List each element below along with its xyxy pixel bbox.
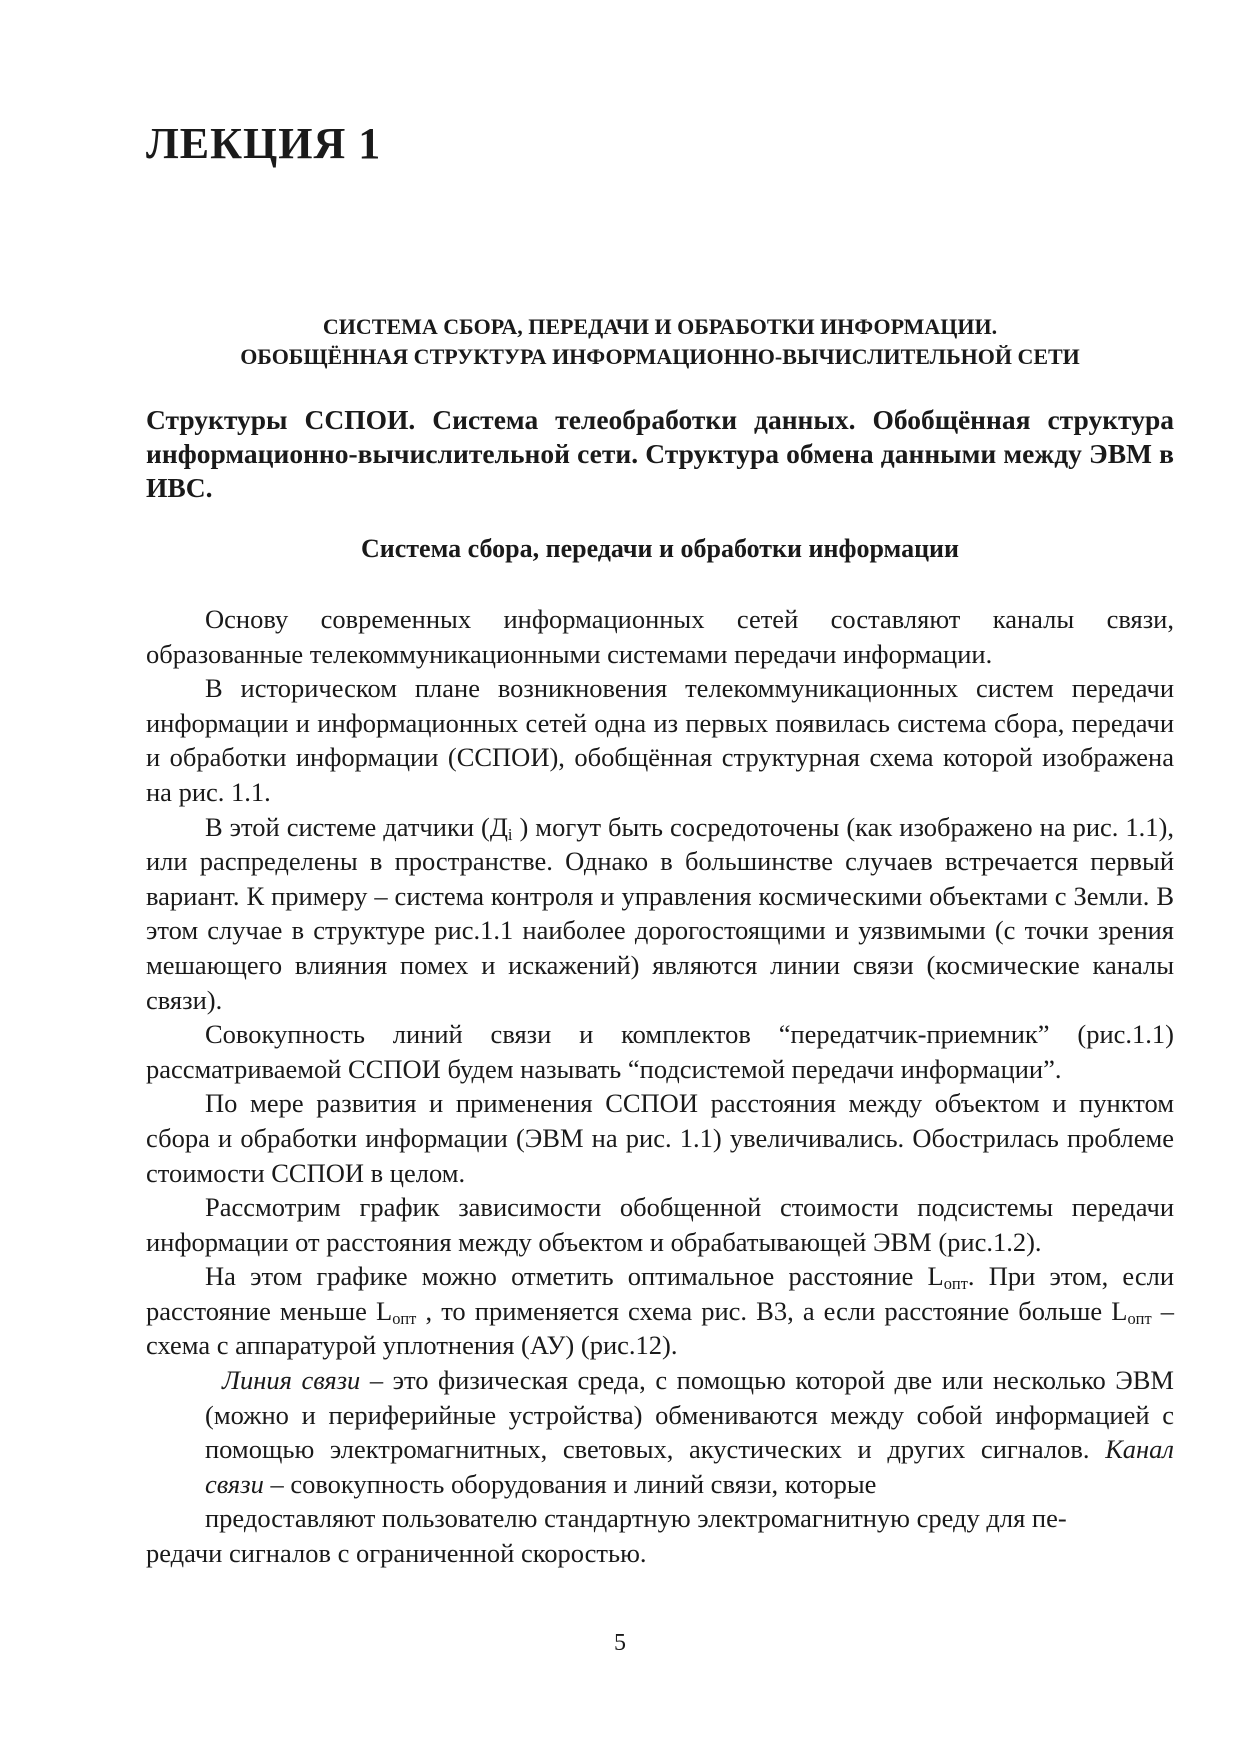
paragraph-1: Основу современных информационных сетей составляют каналы связи, образованные телекоммуникационными системами передачи информации. xyxy=(146,604,1174,669)
paragraph-2: В историческом плане возникновения телекоммуникационных систем передачи информации и информационных сетей одна из первых появилась система сбора, передачи и обработки информации (ССПОИ), обобщённая структурная схема которой изображена на рис. 1.1. xyxy=(146,673,1174,807)
paragraph-7-part-2: . При этом, если расстояние меньше L xyxy=(146,1261,1175,1326)
definition-communication-channel: – совокупность оборудования и линий связи, которые xyxy=(263,1468,877,1499)
l-opt-subscript: опт xyxy=(1127,1308,1152,1328)
lecture-title: ЛЕКЦИЯ 1 xyxy=(146,119,382,168)
term-communication-line: Линия связи xyxy=(222,1365,361,1396)
lecture-summary: Структуры ССПОИ. Система телеобработки данных. Обобщённая структура информационно-вычислительной сети. Структура обмена данными между ЭВМ в ИВС. xyxy=(146,404,1174,503)
definition-paragraph xyxy=(146,1363,1174,1501)
l-opt-subscript: опт xyxy=(392,1308,417,1328)
paragraph-3-rest: ) могут быть сосредоточены (как изображено на рис. 1.1), или распределены в пространстве. Однако в большинстве случаев встречается первый вариант. К примеру – система контроля и управления космическими объектами с Земли. В этом случае в структуре рис.1.1 наиболее дорогостоящими и уязвимыми (с точки зрения мешающего влияния помех и искажений) являются линии связи (космические каналы связи). xyxy=(146,811,1174,1015)
page-number: 5 xyxy=(614,1630,626,1656)
section-heading xyxy=(146,312,1174,372)
definition-continuation-line-2: редачи сигналов с ограниченной скоростью. xyxy=(146,1538,647,1569)
l-opt-subscript: опт xyxy=(943,1274,968,1294)
sensor-index-subscript: i xyxy=(507,824,513,844)
paragraph-5: По мере развития и применения ССПОИ расстояния между объектом и пунктом сбора и обработки информации (ЭВМ на рис. 1.1) увеличивались. Обострилась проблеме стоимости ССПОИ в целом. xyxy=(146,1088,1174,1188)
definition-continuation xyxy=(146,1501,1174,1570)
section-heading-line-2: ОБОБЩЁННАЯ СТРУКТУРА ИНФОРМАЦИОННО-ВЫЧИСЛИТЕЛЬНОЙ СЕТИ xyxy=(240,344,1080,369)
paragraph-7 xyxy=(146,1259,1174,1363)
body-text xyxy=(146,602,1174,1571)
paragraph-3-start: В этой системе датчики (Д xyxy=(205,811,508,842)
paragraph-7-part-3: , то применяется схема рис. В3, а если расстояние больше L xyxy=(416,1295,1128,1326)
paragraph-7-part-4: – схема с аппаратурой уплотнения (АУ) (рис.12). xyxy=(146,1295,1175,1361)
paragraph-7-part-1: На этом графике можно отметить оптимальное расстояние L xyxy=(205,1261,944,1292)
paragraph-4: Совокупность линий связи и комплектов “передатчик-приемник” (рис.1.1) рассматриваемой ССПОИ будем называть “подсистемой передачи информации”. xyxy=(146,1019,1174,1084)
paragraph-6: Рассмотрим график зависимости обобщенной стоимости подсистемы передачи информации от расстояния между объектом и обрабатывающей ЭВМ (рис.1.2). xyxy=(146,1192,1174,1257)
sub-heading: Система сбора, передачи и обработки информации xyxy=(360,534,960,563)
section-heading-line-1: СИСТЕМА СБОРА, ПЕРЕДАЧИ И ОБРАБОТКИ ИНФОРМАЦИИ. xyxy=(322,314,998,339)
definition-continuation-line-1: предоставляют пользователю стандартную электромагнитную среду для пе- xyxy=(205,1503,1067,1534)
term-communication-channel: Канал связи xyxy=(205,1434,1174,1499)
definition-communication-line: – это физическая среда, с помощью которой две или несколько ЭВМ (можно и периферийные устройства) обмениваются между собой информацией с помощью электромагнитных, световых, акустических и других сигналов. xyxy=(205,1365,1174,1465)
paragraph-3 xyxy=(146,810,1174,1018)
